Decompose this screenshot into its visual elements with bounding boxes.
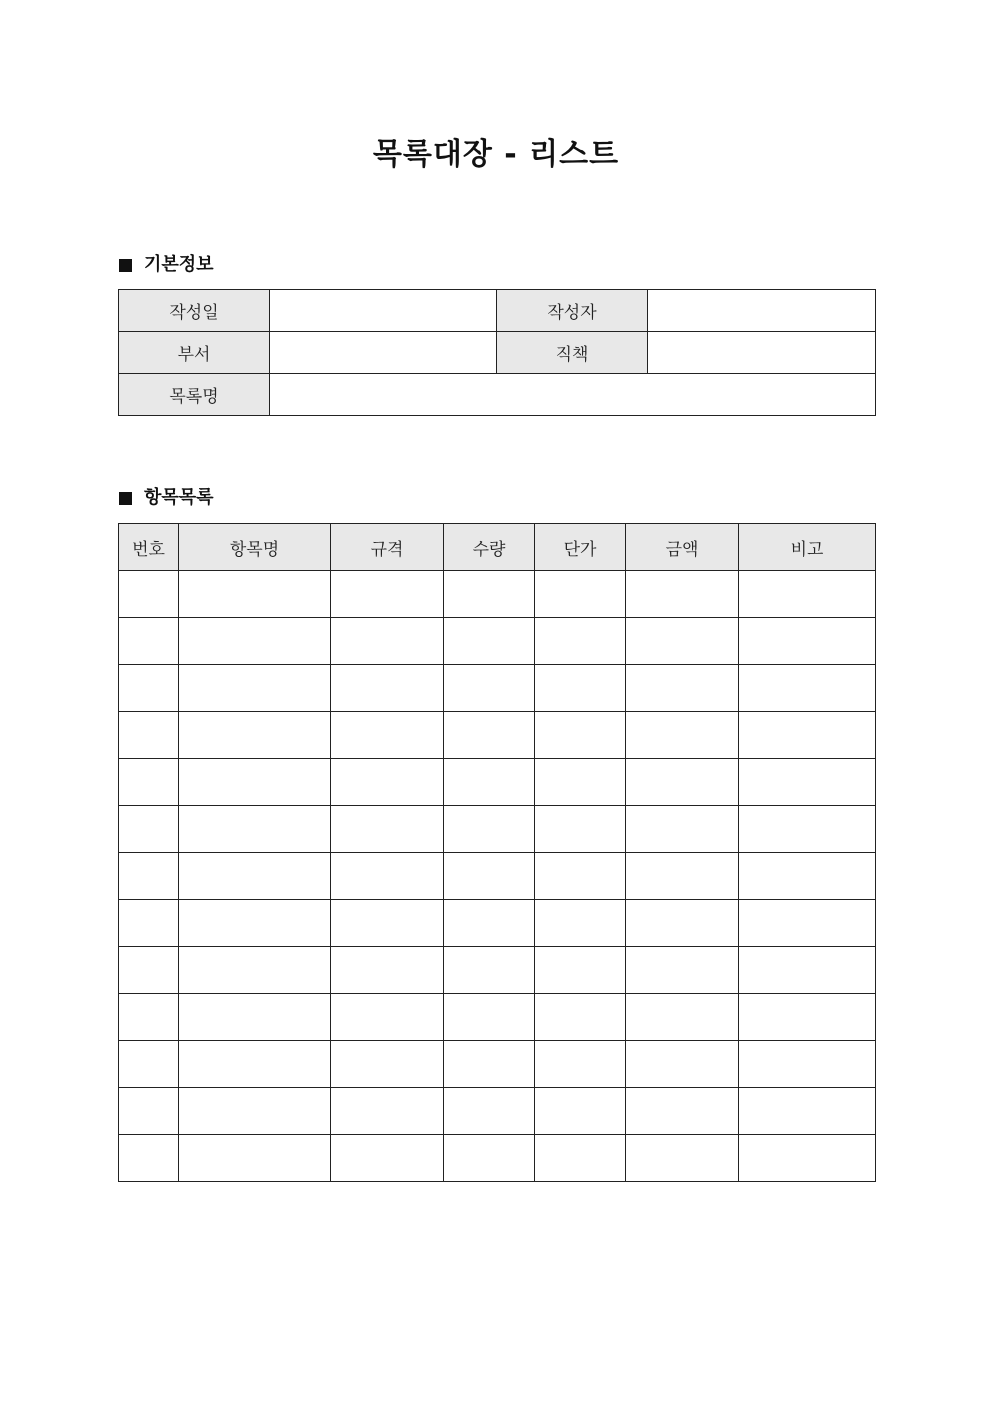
spec-cell[interactable] bbox=[331, 1041, 444, 1088]
remarks-cell[interactable] bbox=[739, 1041, 876, 1088]
column-header-number: 번호 bbox=[119, 524, 179, 571]
author-label: 작성자 bbox=[497, 290, 648, 332]
table-row bbox=[119, 853, 876, 900]
amount-cell[interactable] bbox=[626, 1088, 739, 1135]
remarks-cell[interactable] bbox=[739, 712, 876, 759]
remarks-cell[interactable] bbox=[739, 571, 876, 618]
number-cell[interactable] bbox=[119, 712, 179, 759]
item-name-cell[interactable] bbox=[179, 618, 331, 665]
items-heading-label: 항목목록 bbox=[144, 487, 214, 508]
remarks-cell[interactable] bbox=[739, 806, 876, 853]
quantity-cell[interactable] bbox=[444, 900, 535, 947]
number-cell[interactable] bbox=[119, 618, 179, 665]
amount-cell[interactable] bbox=[626, 759, 739, 806]
item-name-cell[interactable] bbox=[179, 759, 331, 806]
number-cell[interactable] bbox=[119, 571, 179, 618]
position-label: 직책 bbox=[497, 332, 648, 374]
quantity-cell[interactable] bbox=[444, 947, 535, 994]
unit-price-cell[interactable] bbox=[535, 665, 626, 712]
number-cell[interactable] bbox=[119, 1088, 179, 1135]
items-body bbox=[119, 571, 876, 1182]
unit-price-cell[interactable] bbox=[535, 853, 626, 900]
item-name-cell[interactable] bbox=[179, 994, 331, 1041]
number-cell[interactable] bbox=[119, 947, 179, 994]
quantity-cell[interactable] bbox=[444, 806, 535, 853]
unit-price-cell[interactable] bbox=[535, 994, 626, 1041]
quantity-cell[interactable] bbox=[444, 712, 535, 759]
amount-cell[interactable] bbox=[626, 947, 739, 994]
number-cell[interactable] bbox=[119, 900, 179, 947]
table-row bbox=[119, 947, 876, 994]
unit-price-cell[interactable] bbox=[535, 1088, 626, 1135]
remarks-cell[interactable] bbox=[739, 994, 876, 1041]
list-name-field[interactable] bbox=[270, 374, 876, 416]
amount-cell[interactable] bbox=[626, 712, 739, 759]
position-field[interactable] bbox=[648, 332, 876, 374]
unit-price-cell[interactable] bbox=[535, 1041, 626, 1088]
table-row bbox=[119, 900, 876, 947]
spec-cell[interactable] bbox=[331, 900, 444, 947]
spec-cell[interactable] bbox=[331, 665, 444, 712]
table-row bbox=[119, 1041, 876, 1088]
remarks-cell[interactable] bbox=[739, 1088, 876, 1135]
number-cell[interactable] bbox=[119, 665, 179, 712]
amount-cell[interactable] bbox=[626, 994, 739, 1041]
item-name-cell[interactable] bbox=[179, 1041, 331, 1088]
unit-price-cell[interactable] bbox=[535, 947, 626, 994]
table-row bbox=[119, 1088, 876, 1135]
items-heading bbox=[119, 486, 214, 510]
spec-cell[interactable] bbox=[331, 759, 444, 806]
column-header-unit-price: 단가 bbox=[535, 524, 626, 571]
spec-cell[interactable] bbox=[331, 1135, 444, 1182]
date-label: 작성일 bbox=[119, 290, 270, 332]
number-cell[interactable] bbox=[119, 1041, 179, 1088]
number-cell[interactable] bbox=[119, 853, 179, 900]
unit-price-cell[interactable] bbox=[535, 571, 626, 618]
item-name-cell[interactable] bbox=[179, 900, 331, 947]
item-name-cell[interactable] bbox=[179, 571, 331, 618]
quantity-cell[interactable] bbox=[444, 759, 535, 806]
remarks-cell[interactable] bbox=[739, 900, 876, 947]
unit-price-cell[interactable] bbox=[535, 806, 626, 853]
info-row bbox=[119, 332, 876, 374]
date-field[interactable] bbox=[270, 290, 497, 332]
column-header-quantity: 수량 bbox=[444, 524, 535, 571]
table-row bbox=[119, 571, 876, 618]
item-name-cell[interactable] bbox=[179, 665, 331, 712]
quantity-cell[interactable] bbox=[444, 1088, 535, 1135]
number-cell[interactable] bbox=[119, 994, 179, 1041]
quantity-cell[interactable] bbox=[444, 1135, 535, 1182]
amount-cell[interactable] bbox=[626, 806, 739, 853]
table-row bbox=[119, 759, 876, 806]
quantity-cell[interactable] bbox=[444, 853, 535, 900]
basic-info-table bbox=[118, 289, 876, 416]
unit-price-cell[interactable] bbox=[535, 1135, 626, 1182]
spec-cell[interactable] bbox=[331, 618, 444, 665]
number-cell[interactable] bbox=[119, 1135, 179, 1182]
remarks-cell[interactable] bbox=[739, 947, 876, 994]
spec-cell[interactable] bbox=[331, 947, 444, 994]
info-row bbox=[119, 374, 876, 416]
amount-cell[interactable] bbox=[626, 1135, 739, 1182]
table-row bbox=[119, 1135, 876, 1182]
basic-info-heading bbox=[119, 253, 214, 277]
item-name-cell[interactable] bbox=[179, 712, 331, 759]
items-header-row bbox=[119, 524, 876, 571]
item-name-cell[interactable] bbox=[179, 1135, 331, 1182]
table-row bbox=[119, 994, 876, 1041]
table-row bbox=[119, 806, 876, 853]
unit-price-cell[interactable] bbox=[535, 759, 626, 806]
quantity-cell[interactable] bbox=[444, 618, 535, 665]
page-title: 목록대장 - 리스트 bbox=[372, 137, 620, 172]
remarks-cell[interactable] bbox=[739, 618, 876, 665]
info-row bbox=[119, 290, 876, 332]
spec-cell[interactable] bbox=[331, 806, 444, 853]
basic-info-heading-label: 기본정보 bbox=[144, 254, 214, 275]
quantity-cell[interactable] bbox=[444, 994, 535, 1041]
number-cell[interactable] bbox=[119, 759, 179, 806]
spec-cell[interactable] bbox=[331, 994, 444, 1041]
amount-cell[interactable] bbox=[626, 853, 739, 900]
quantity-cell[interactable] bbox=[444, 1041, 535, 1088]
item-name-cell[interactable] bbox=[179, 806, 331, 853]
square-bullet-icon bbox=[119, 259, 132, 272]
unit-price-cell[interactable] bbox=[535, 900, 626, 947]
column-header-spec: 규격 bbox=[331, 524, 444, 571]
spec-cell[interactable] bbox=[331, 853, 444, 900]
unit-price-cell[interactable] bbox=[535, 712, 626, 759]
quantity-cell[interactable] bbox=[444, 665, 535, 712]
list-name-label: 목록명 bbox=[119, 374, 270, 416]
amount-cell[interactable] bbox=[626, 1041, 739, 1088]
number-cell[interactable] bbox=[119, 806, 179, 853]
spec-cell[interactable] bbox=[331, 571, 444, 618]
item-name-cell[interactable] bbox=[179, 1088, 331, 1135]
author-field[interactable] bbox=[648, 290, 876, 332]
column-header-remarks: 비고 bbox=[739, 524, 876, 571]
spec-cell[interactable] bbox=[331, 1088, 444, 1135]
remarks-cell[interactable] bbox=[739, 853, 876, 900]
amount-cell[interactable] bbox=[626, 665, 739, 712]
spec-cell[interactable] bbox=[331, 712, 444, 759]
item-name-cell[interactable] bbox=[179, 947, 331, 994]
column-header-amount: 금액 bbox=[626, 524, 739, 571]
remarks-cell[interactable] bbox=[739, 665, 876, 712]
quantity-cell[interactable] bbox=[444, 571, 535, 618]
table-row bbox=[119, 712, 876, 759]
remarks-cell[interactable] bbox=[739, 759, 876, 806]
remarks-cell[interactable] bbox=[739, 1135, 876, 1182]
item-name-cell[interactable] bbox=[179, 853, 331, 900]
amount-cell[interactable] bbox=[626, 618, 739, 665]
table-row bbox=[119, 665, 876, 712]
column-header-item-name: 항목명 bbox=[179, 524, 331, 571]
square-bullet-icon bbox=[119, 492, 132, 505]
items-table bbox=[118, 523, 876, 1182]
department-label: 부서 bbox=[119, 332, 270, 374]
amount-cell[interactable] bbox=[626, 900, 739, 947]
amount-cell[interactable] bbox=[626, 571, 739, 618]
department-field[interactable] bbox=[270, 332, 497, 374]
table-row bbox=[119, 618, 876, 665]
unit-price-cell[interactable] bbox=[535, 618, 626, 665]
